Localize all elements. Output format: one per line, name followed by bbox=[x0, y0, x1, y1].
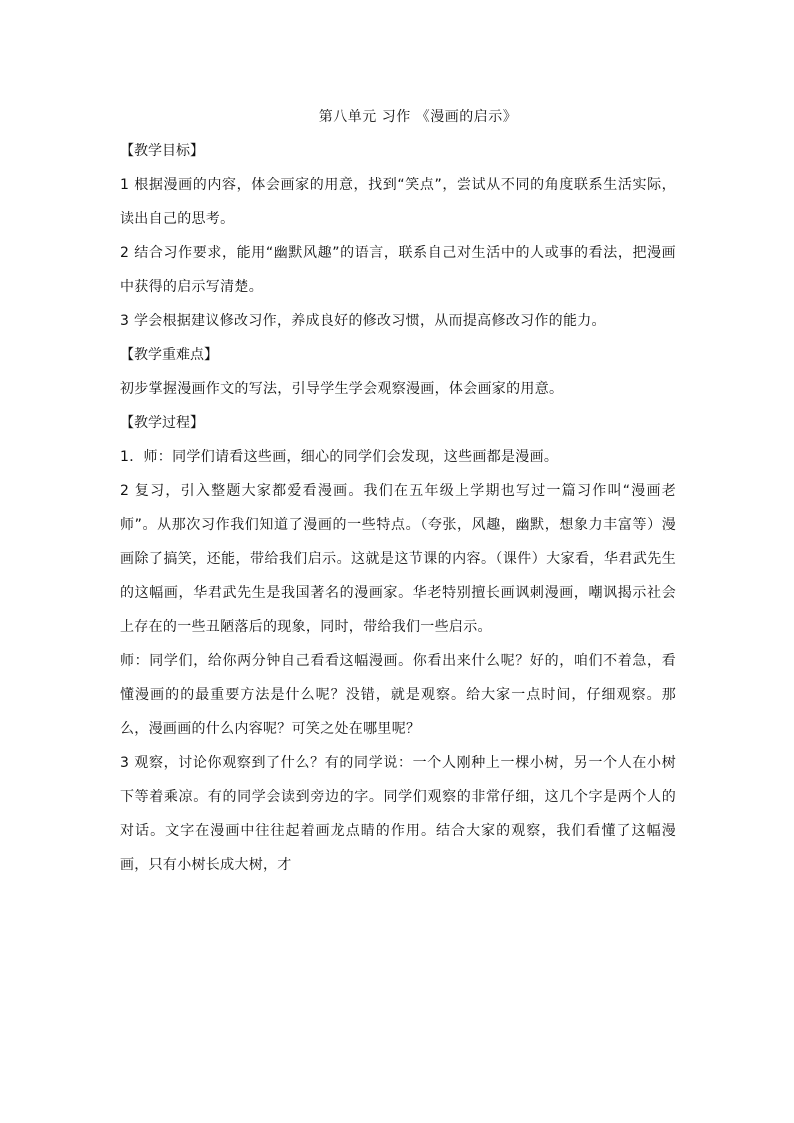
section-heading-process: 【教学过程】 bbox=[120, 415, 204, 431]
process-step-2: 2 复习，引入整题大家都爱看漫画。我们在五年级上学期也写过一篇习作叫“漫画老师”。从那次习作我们知道了漫画的一些特点。（夸张，风趣，幽默，想象力丰富等）漫画除了搞笑，还能，带给我们启示。这就是这节课的内容。（课件）大家看，华君武先生的这幅画，华君武先生是我国著名的漫画家。华老特别擅长画讽刺漫画，嘲讽揭示社会上存在的一些丑陋落后的现象，同时，带给我们一些启示。 bbox=[120, 483, 676, 635]
section-heading-key-points: 【教学重难点】 bbox=[120, 347, 218, 363]
document-body bbox=[120, 100, 676, 882]
goal-item-3: 3 学会根据建议修改习作，养成良好的修改习惯，从而提高修改习作的能力。 bbox=[120, 313, 606, 329]
process-step-3: 3 观察，讨论你观察到了什么？有的同学说：一个人刚种上一棵小树，另一个人在小树下等着乘凉。有的同学会读到旁边的字。同学们观察的非常仔细，这几个字是两个人的对话。文字在漫画中往往起着画龙点睛的作用。结合大家的观察，我们看懂了这幅漫画，只有小树长成大树，才 bbox=[120, 755, 676, 873]
section-heading-goals: 【教学目标】 bbox=[120, 143, 204, 159]
process-step-1: 1．师：同学们请看这些画，细心的同学们会发现，这些画都是漫画。 bbox=[120, 449, 559, 465]
goal-item-2: 2 结合习作要求，能用“幽默风趣”的语言，联系自己对生活中的人或事的看法，把漫画中获得的启示写清楚。 bbox=[120, 245, 676, 295]
goal-item-1: 1 根据漫画的内容，体会画家的用意，找到“笑点”，尝试从不同的角度联系生活实际，读出自己的思考。 bbox=[120, 177, 676, 227]
document-title: 第八单元 习作 《漫画的启示》 bbox=[318, 109, 518, 125]
teacher-prompt-paragraph: 师：同学们，给你两分钟自己看看这幅漫画。你看出来什么呢？好的，咱们不着急，看懂漫画的的最重要方法是什么呢？没错，就是观察。给大家一点时间，仔细观察。那么，漫画画的什么内容呢？可笑之处在哪里呢？ bbox=[120, 653, 676, 737]
key-points-paragraph: 初步掌握漫画作文的写法，引导学生学会观察漫画，体会画家的用意。 bbox=[120, 381, 564, 397]
